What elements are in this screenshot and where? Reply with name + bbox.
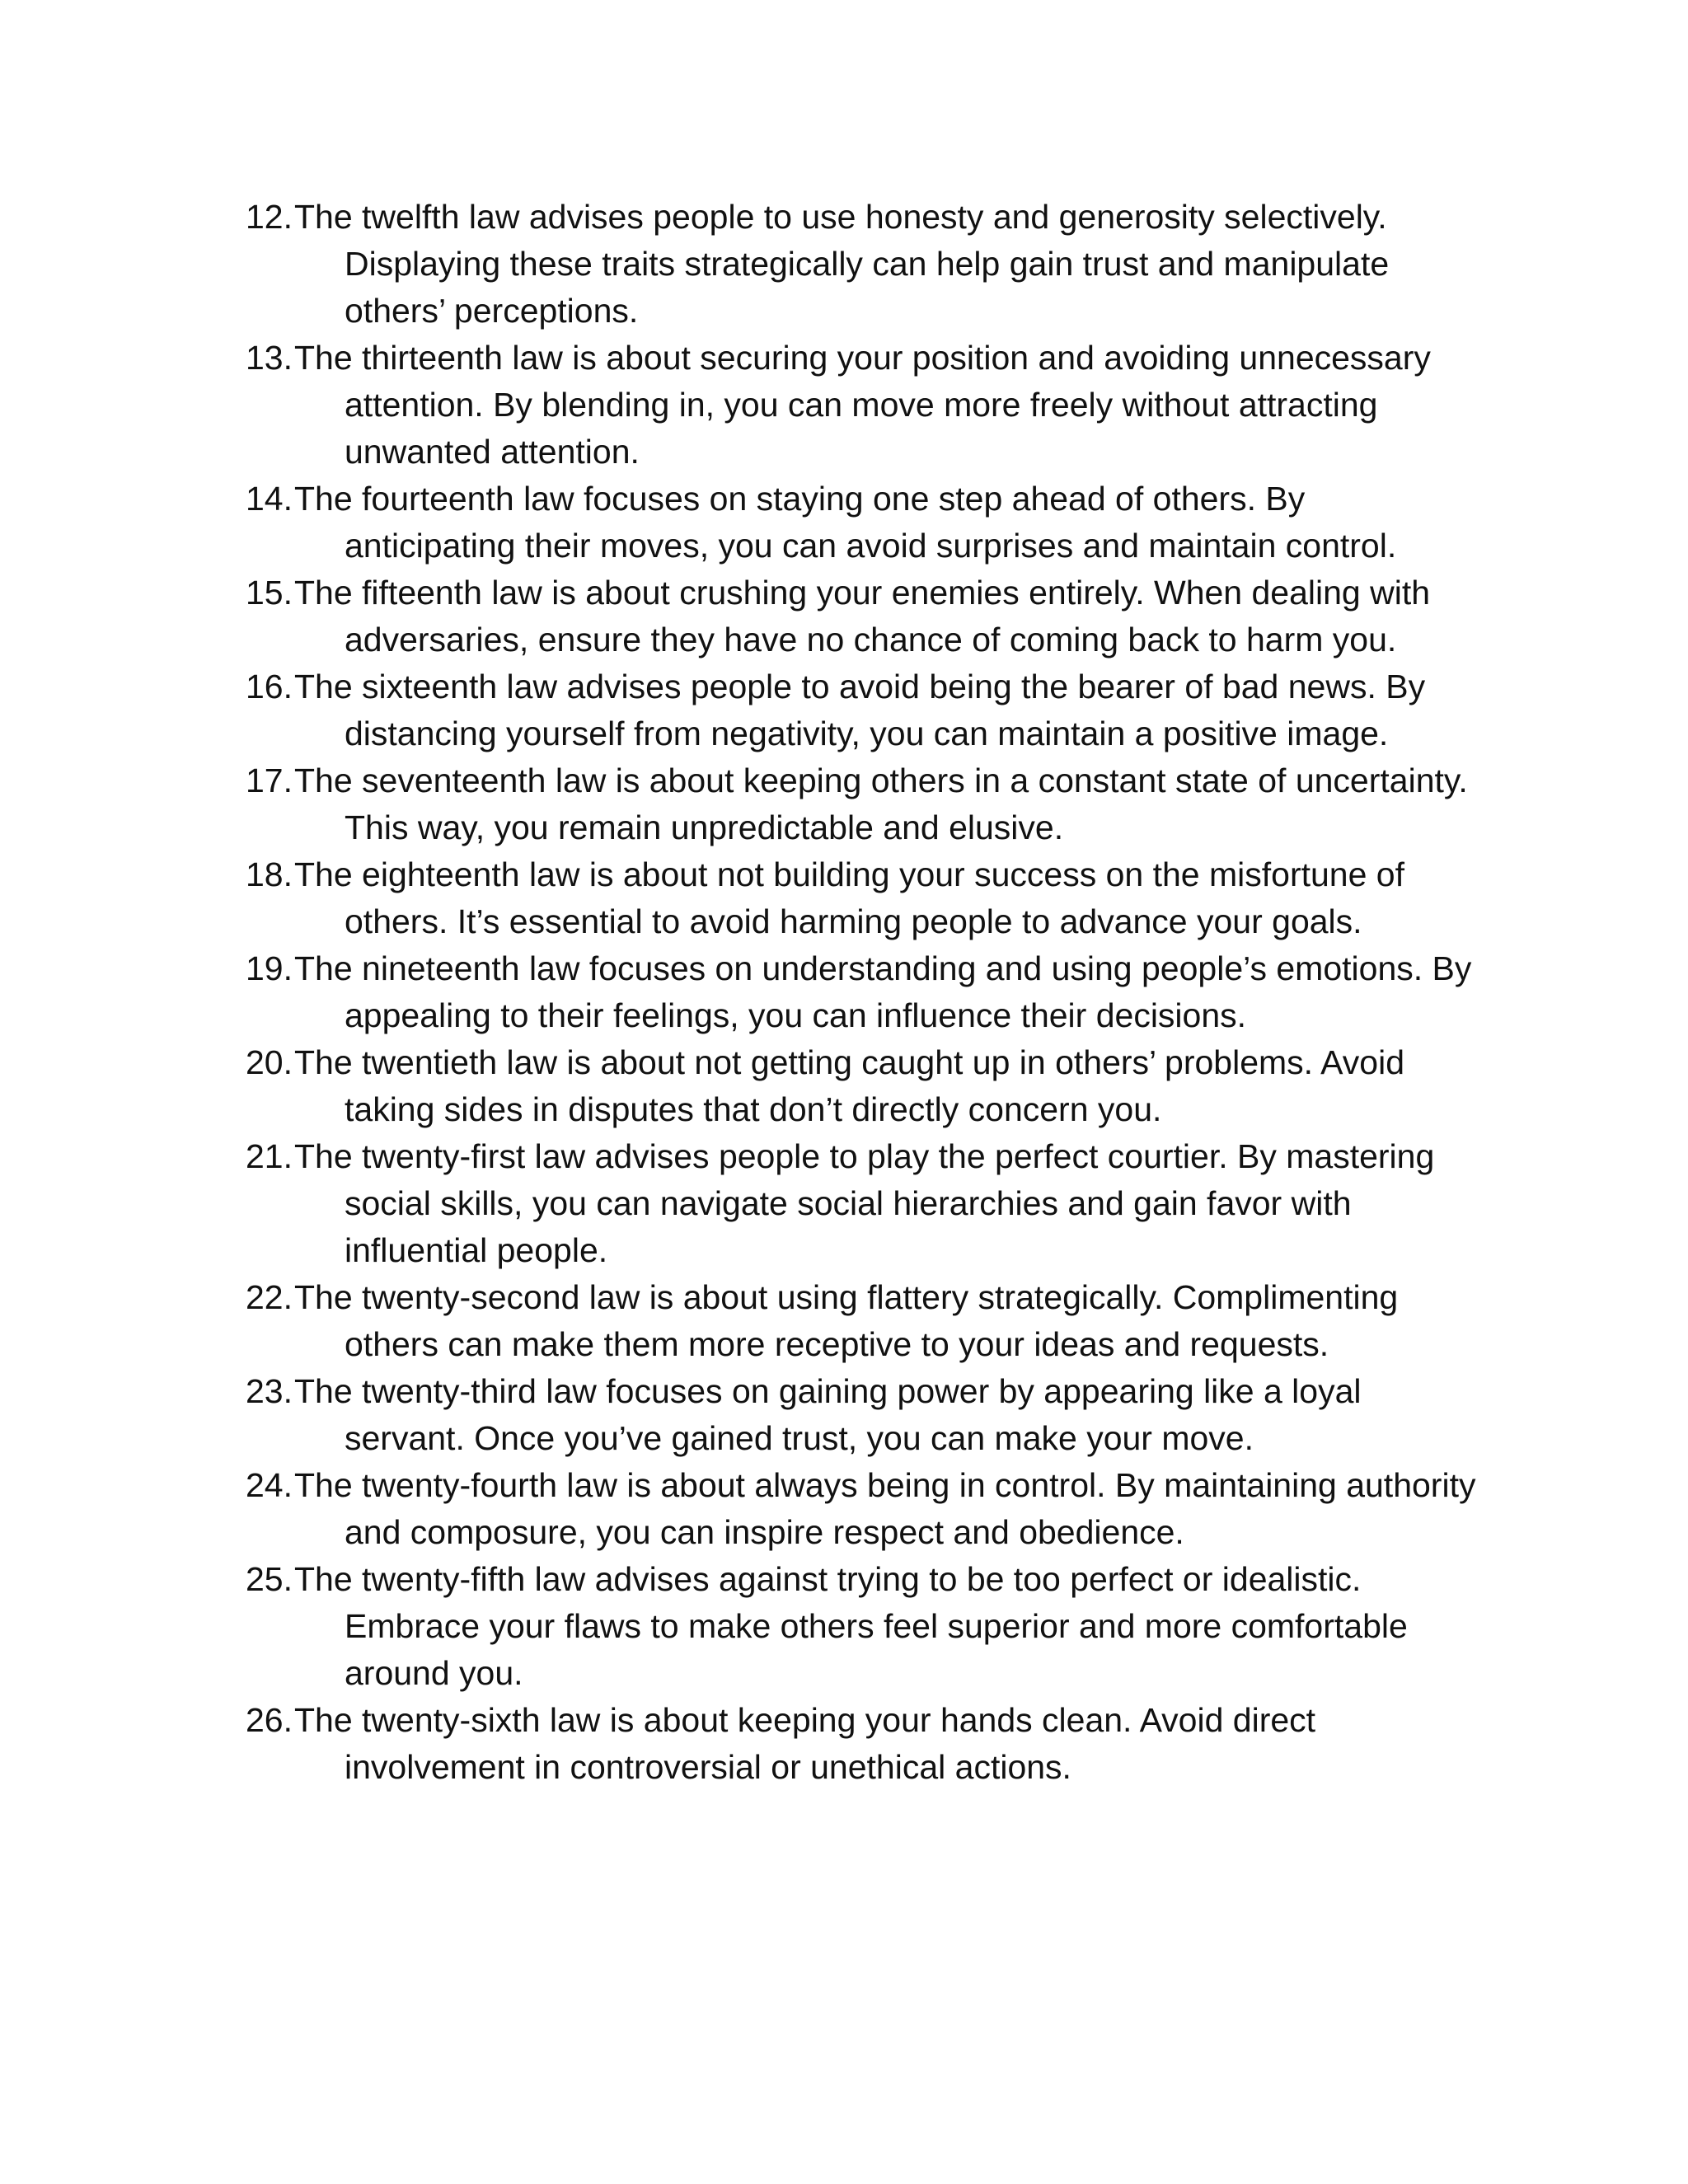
list-item-number: 14. (246, 480, 293, 518)
list-item-number: 15. (246, 574, 293, 612)
list-item-number: 21. (246, 1137, 293, 1175)
list-item-text: The twenty-first law advises people to play the perfect courtier. By mastering social skills, you can navigate social hierarchies and gain favor with influential people. (294, 1137, 1435, 1269)
list-item-text: The twenty-fourth law is about always being in control. By maintaining authority and composure, you can inspire respect and obedience. (294, 1466, 1476, 1551)
list-item-number: 12. (246, 198, 293, 236)
list-item-number: 23. (246, 1372, 293, 1410)
list-item (246, 194, 1482, 335)
list-item-text: The fourteenth law focuses on staying one step ahead of others. By anticipating their moves, you can avoid surprises and maintain control. (294, 480, 1397, 565)
list-item (246, 1039, 1482, 1133)
list-item-number: 24. (246, 1466, 293, 1504)
list-item-number: 18. (246, 855, 293, 893)
list-item-text: The sixteenth law advises people to avoid being the bearer of bad news. By distancing yourself from negativity, you can maintain a positive image. (294, 668, 1426, 752)
list-item-text: The twenty-third law focuses on gaining power by appearing like a loyal servant. Once you’ve gained trust, you can make your move. (294, 1372, 1362, 1457)
list-item (246, 569, 1482, 663)
list-item-text: The thirteenth law is about securing your position and avoiding unnecessary attention. By blending in, you can move more freely without attracting unwanted attention. (294, 339, 1431, 471)
list-item (246, 1697, 1482, 1791)
list-item-text: The fifteenth law is about crushing your enemies entirely. When dealing with adversaries, ensure they have no chance of coming back to harm you. (294, 574, 1431, 658)
list-item-text: The twentieth law is about not getting caught up in others’ problems. Avoid taking sides in disputes that don’t directly concern you. (294, 1043, 1404, 1128)
list-item-number: 25. (246, 1560, 293, 1598)
list-item (246, 757, 1482, 851)
list-item-number: 20. (246, 1043, 293, 1081)
laws-list (246, 194, 1482, 1791)
list-item-text: The eighteenth law is about not building your success on the misfortune of others. It’s essential to avoid harming people to advance your goals. (294, 855, 1404, 940)
list-item (246, 1556, 1482, 1697)
list-item (246, 1133, 1482, 1274)
list-item (246, 476, 1482, 569)
list-item-text: The nineteenth law focuses on understanding and using people’s emotions. By appealing to their feelings, you can influence their decisions. (294, 949, 1472, 1034)
list-item (246, 663, 1482, 757)
list-item-number: 13. (246, 339, 293, 377)
list-item-text: The twenty-fifth law advises against trying to be too perfect or idealistic. Embrace your flaws to make others feel superior and more comfortable around you. (294, 1560, 1408, 1692)
list-item-text: The twelfth law advises people to use honesty and generosity selectively. Displaying these traits strategically can help gain trust and manipulate others’ perceptions. (294, 198, 1390, 330)
list-item-text: The twenty-second law is about using flattery strategically. Complimenting others can make them more receptive to your ideas and requests. (294, 1278, 1399, 1363)
list-item-number: 26. (246, 1701, 293, 1739)
list-item-number: 16. (246, 668, 293, 705)
list-item (246, 945, 1482, 1039)
list-item (246, 1462, 1482, 1556)
list-item (246, 1368, 1482, 1462)
list-item-text: The twenty-sixth law is about keeping your hands clean. Avoid direct involvement in controversial or unethical actions. (294, 1701, 1316, 1786)
list-item-text: The seventeenth law is about keeping others in a constant state of uncertainty. This way, you remain unpredictable and elusive. (294, 762, 1468, 846)
list-item-number: 22. (246, 1278, 293, 1316)
list-item-number: 19. (246, 949, 293, 987)
list-item (246, 1274, 1482, 1368)
list-item-number: 17. (246, 762, 293, 799)
list-item (246, 335, 1482, 476)
list-item (246, 851, 1482, 945)
